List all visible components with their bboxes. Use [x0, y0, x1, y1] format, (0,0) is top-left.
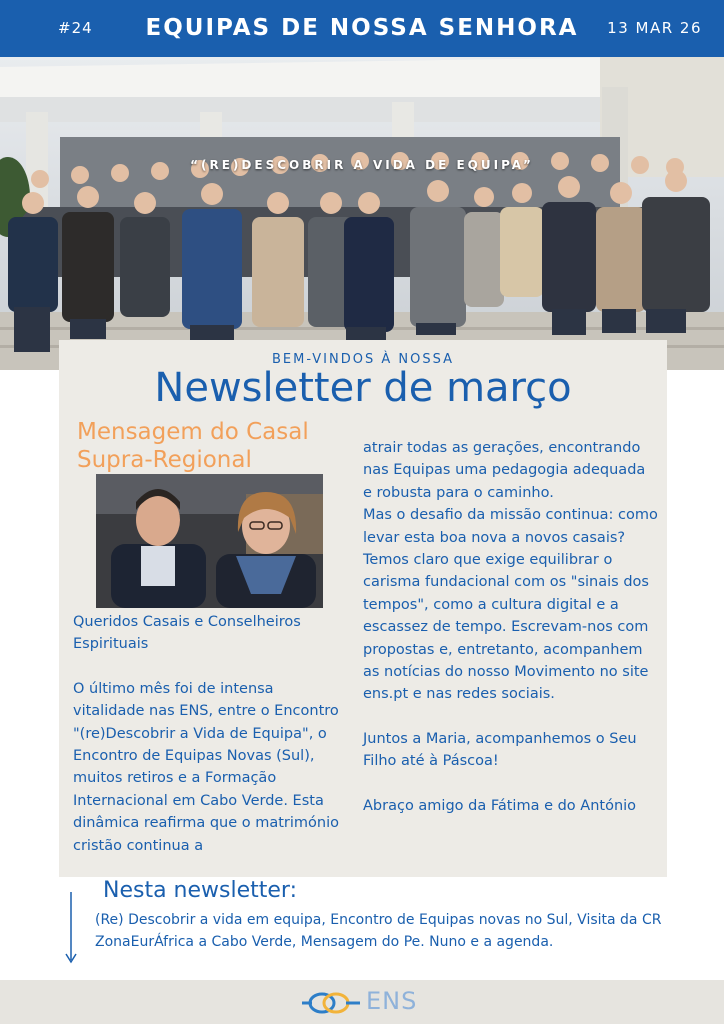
logo-text: ENS — [366, 987, 418, 1015]
couple-photo — [96, 474, 323, 608]
paragraph-spacer — [73, 656, 348, 678]
message-left-column — [73, 611, 348, 857]
issue-number: #24 — [58, 19, 93, 37]
arrow-down-icon — [64, 892, 78, 964]
message-paragraph: Mas o desafio da missão continua: como levar esta boa nova a novos casais? Temos claro que exige equilibrar o carisma fundacional com os "sinais dos tempos", como a cultura digital e a escassez de tempo. Escrevam-nos com propostas e, entretanto, acompanhem as notícias do nosso Movimento no site ens.pt e nas redes sociais. — [363, 507, 658, 703]
message-paragraph: O último mês foi de intensa vitalidade nas ENS, entre o Encontro "(re)Descobrir a Vida de Equipa", o Encontro de Equipas Novas (Sul), muitos retiros e a Formação Internacional em Cabo Verde. Esta dinâmica reafirma que o matrimónio cristão continua a — [73, 680, 340, 854]
message-paragraph: Juntos a Maria, acompanhemos o Seu Filho até à Páscoa! — [363, 730, 637, 770]
newsletter-title: Newsletter de março — [154, 365, 572, 411]
photo-caption: “(RE)DESCOBRIR A VIDA DE EQUIPA” — [190, 158, 534, 172]
header-bar — [0, 0, 724, 57]
message-paragraph: atrair todas as gerações, encontrando nas Equipas uma pedagogia adequada e robusta para o caminho. — [363, 440, 646, 501]
group-photo — [0, 57, 724, 370]
message-paragraph: Queridos Casais e Conselheiros Espirituais — [73, 614, 301, 653]
newsletter-kicker: BEM-VINDOS À NOSSA — [272, 352, 454, 367]
issue-date: 13 MAR 26 — [607, 19, 702, 37]
in-this-issue-title: Nesta newsletter: — [103, 878, 297, 903]
publication-title: EQUIPAS DE NOSSA SENHORA — [145, 15, 579, 41]
in-this-issue-text: (Re) Descobrir a vida em equipa, Encontro de Equipas novas no Sul, Visita da CR ZonaEurÁfrica a Cabo Verde, Mensagem do Pe. Nuno e a agenda. — [95, 912, 662, 950]
section-title: Mensagem do Casal Supra-Regional — [77, 419, 309, 473]
message-signature: Abraço amigo da Fátima e do António — [363, 797, 637, 814]
paragraph-spacer — [363, 773, 658, 795]
paragraph-spacer — [363, 706, 658, 728]
message-right-column — [363, 437, 658, 817]
